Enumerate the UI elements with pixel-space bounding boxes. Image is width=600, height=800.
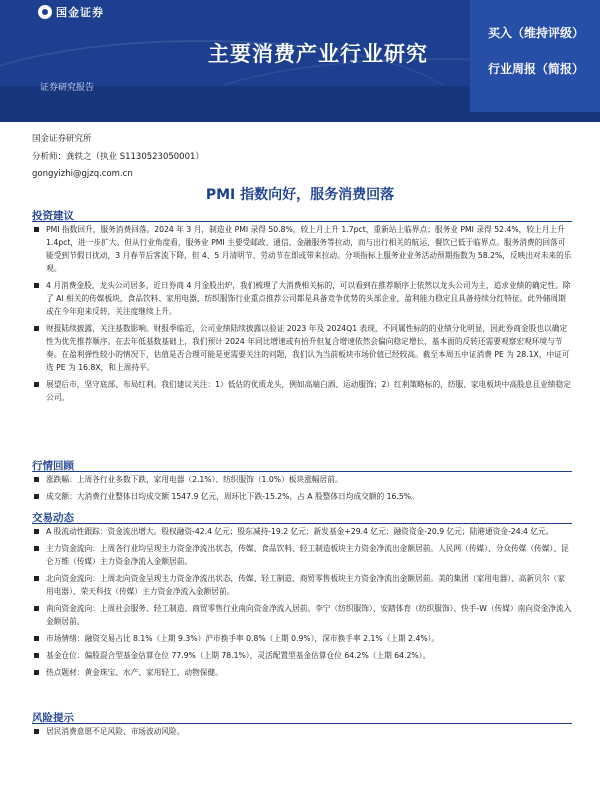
list-item: 南向资金流向：上周社会服务、轻工制造、商贸零售行业南向资金净流入居前。李宁（纺织服饰）、安踏体育（纺织服饰）、快手-W（传媒）南向资金净流入金额居前。: [32, 602, 572, 628]
section-title: 投资建议: [32, 208, 572, 222]
list-item: 展望后市，坚守底部、布局红利。我们建议关注：1）低估的优质龙头，例如高端白酒、运动服饰；2）红利策略标的，纺服、家电板块中高股息且业绩稳定公司。: [32, 378, 572, 404]
section-investment: [32, 208, 572, 404]
header-banner: [0, 0, 600, 122]
report-type-label: 行业周报（简报）: [488, 62, 585, 76]
brand-logo: [38, 4, 104, 20]
logo-icon: [38, 5, 52, 19]
section-title: 交易动态: [32, 510, 572, 524]
list-item: 主力资金流向：上周各行业均呈现主力资金净流出状态，传媒、食品饮料、轻工制造板块主力资金净流出金额居前。人民网（传媒）、分众传媒（传媒）、昆仑万维（传媒）主力资金净流入金额居前。: [32, 542, 572, 568]
research-org: 国金证券研究所: [32, 134, 92, 144]
list-item: 北向资金流向：上周北向资金呈现主力资金净流出状态，传媒、轻工制造、商贸零售板块主力资金净流出金额居前。美的集团（家用电器）、高新贝尔（家用电器）、荣天科技（传媒）主力资金净流入金额居前。: [32, 572, 572, 598]
list-item: 涨跌幅：上周各行业多数下跌，家用电器（2.1%）、纺织服饰（1.0%）板块涨幅居前。: [32, 473, 572, 486]
section-title: 风险提示: [32, 710, 572, 724]
list-item: PMI 指数回升，服务消费回落。2024 年 3 月，制造业 PMI 录得 50.8%，较上月上升 1.7pct，重新站上临界点；服务业 PMI 录得 52.4%，较上月上升 1.4pct，进一步扩大。但从行业角度看，服务业 PMI 主要受邮政、通信、金融服务等拉动，而与出行相关的航运、餐饮已低于临界点。服务消费的回落可能受到节假日扰动，3 月春节后客流下降，但 4、5 月清明节、劳动节在即或带来拉动。分项指标上服务业业务活动预期指数为 58.2%，反映出对未来的乐观。: [32, 223, 572, 275]
section-market: [32, 458, 572, 503]
list-item: 基金仓位：偏股混合型基金估算仓位 77.9%（上期 78.1%），灵活配置型基金估算仓位 64.2%（上期 64.2%）。: [32, 649, 572, 662]
rating-label: 买入（维持评级）: [488, 26, 585, 40]
list-item: A 股流动性跟踪：资金流出增大。股权融资-42.4 亿元；股东减持-19.2 亿元；新发基金+29.4 亿元；融资资金-20.9 亿元；陆港通资金-24.4 亿元。: [32, 525, 572, 538]
logo-text: 国金证券: [56, 6, 104, 19]
document-heading: PMI 指数向好，服务消费回落: [205, 187, 395, 203]
analyst-email[interactable]: gongyizhi@gjzq.com.cn: [32, 169, 133, 179]
report-subtitle: 证券研究报告: [40, 83, 95, 93]
list-item: 成交额：大消费行业整体日均成交额 1547.9 亿元，周环比下跌-15.2%，占 A 股整体日均成交额的 16.5%。: [32, 490, 572, 503]
section-title: 行情回顾: [32, 458, 572, 472]
section-risk: [32, 710, 572, 738]
list-item: 财报陆续披露，关注基数影响。财报季临近，公司业绩陆续披露以验证 2023 年及 2024Q1 表现，不同属性标的的业绩分化明显，因此券商金股也以确定性为优先推荐顺序。在去年低基数基础上，我们预计 2024 年同比增速或有抬升但复合增速依然会偏向稳定增长，基本面的反转还需要观察宏观环境与节奏。在盈利弹性较小的情况下，估值是否合理可能是更需要关注的问题，我们认为当前板块市场价值已经较高。截至本周五中证消费 PE 为 28.1X，中证可选 PE 为 16.8X，和上周持平。: [32, 322, 572, 374]
section-trading: [32, 510, 572, 679]
list-item: 4 月消费金股，龙头公司居多。近日券商 4 月金股出炉，我们梳理了大消费相关标的，可以看到在推荐顺序上依然以龙头公司为主，追求业绩的确定性。除了 AI 相关的传媒板块，食品饮料、家用电器、纺织服饰行业重点推荐公司都是具备竞争优势的头部企业，盈利能力稳定且具备持续分红特征。此外储周期或在今年迎来反转，关注度继续上升。: [32, 279, 572, 318]
rating-box: [470, 0, 600, 112]
list-item: 市场情绪：融资交易占比 8.1%（上期 9.3%）沪市换手率 0.8%（上期 0.9%），深市换手率 2.1%（上期 2.4%）。: [32, 632, 572, 645]
report-title: 主要消费产业行业研究: [208, 42, 428, 66]
list-item: 居民消费意愿不足风险、市场波动风险。: [32, 725, 572, 738]
analyst-info: 分析师：龚轶之（执业 S1130523050001）: [32, 152, 204, 162]
list-item: 热点题材：黄金珠宝、水产、家用轻工、动物保健。: [32, 666, 572, 679]
